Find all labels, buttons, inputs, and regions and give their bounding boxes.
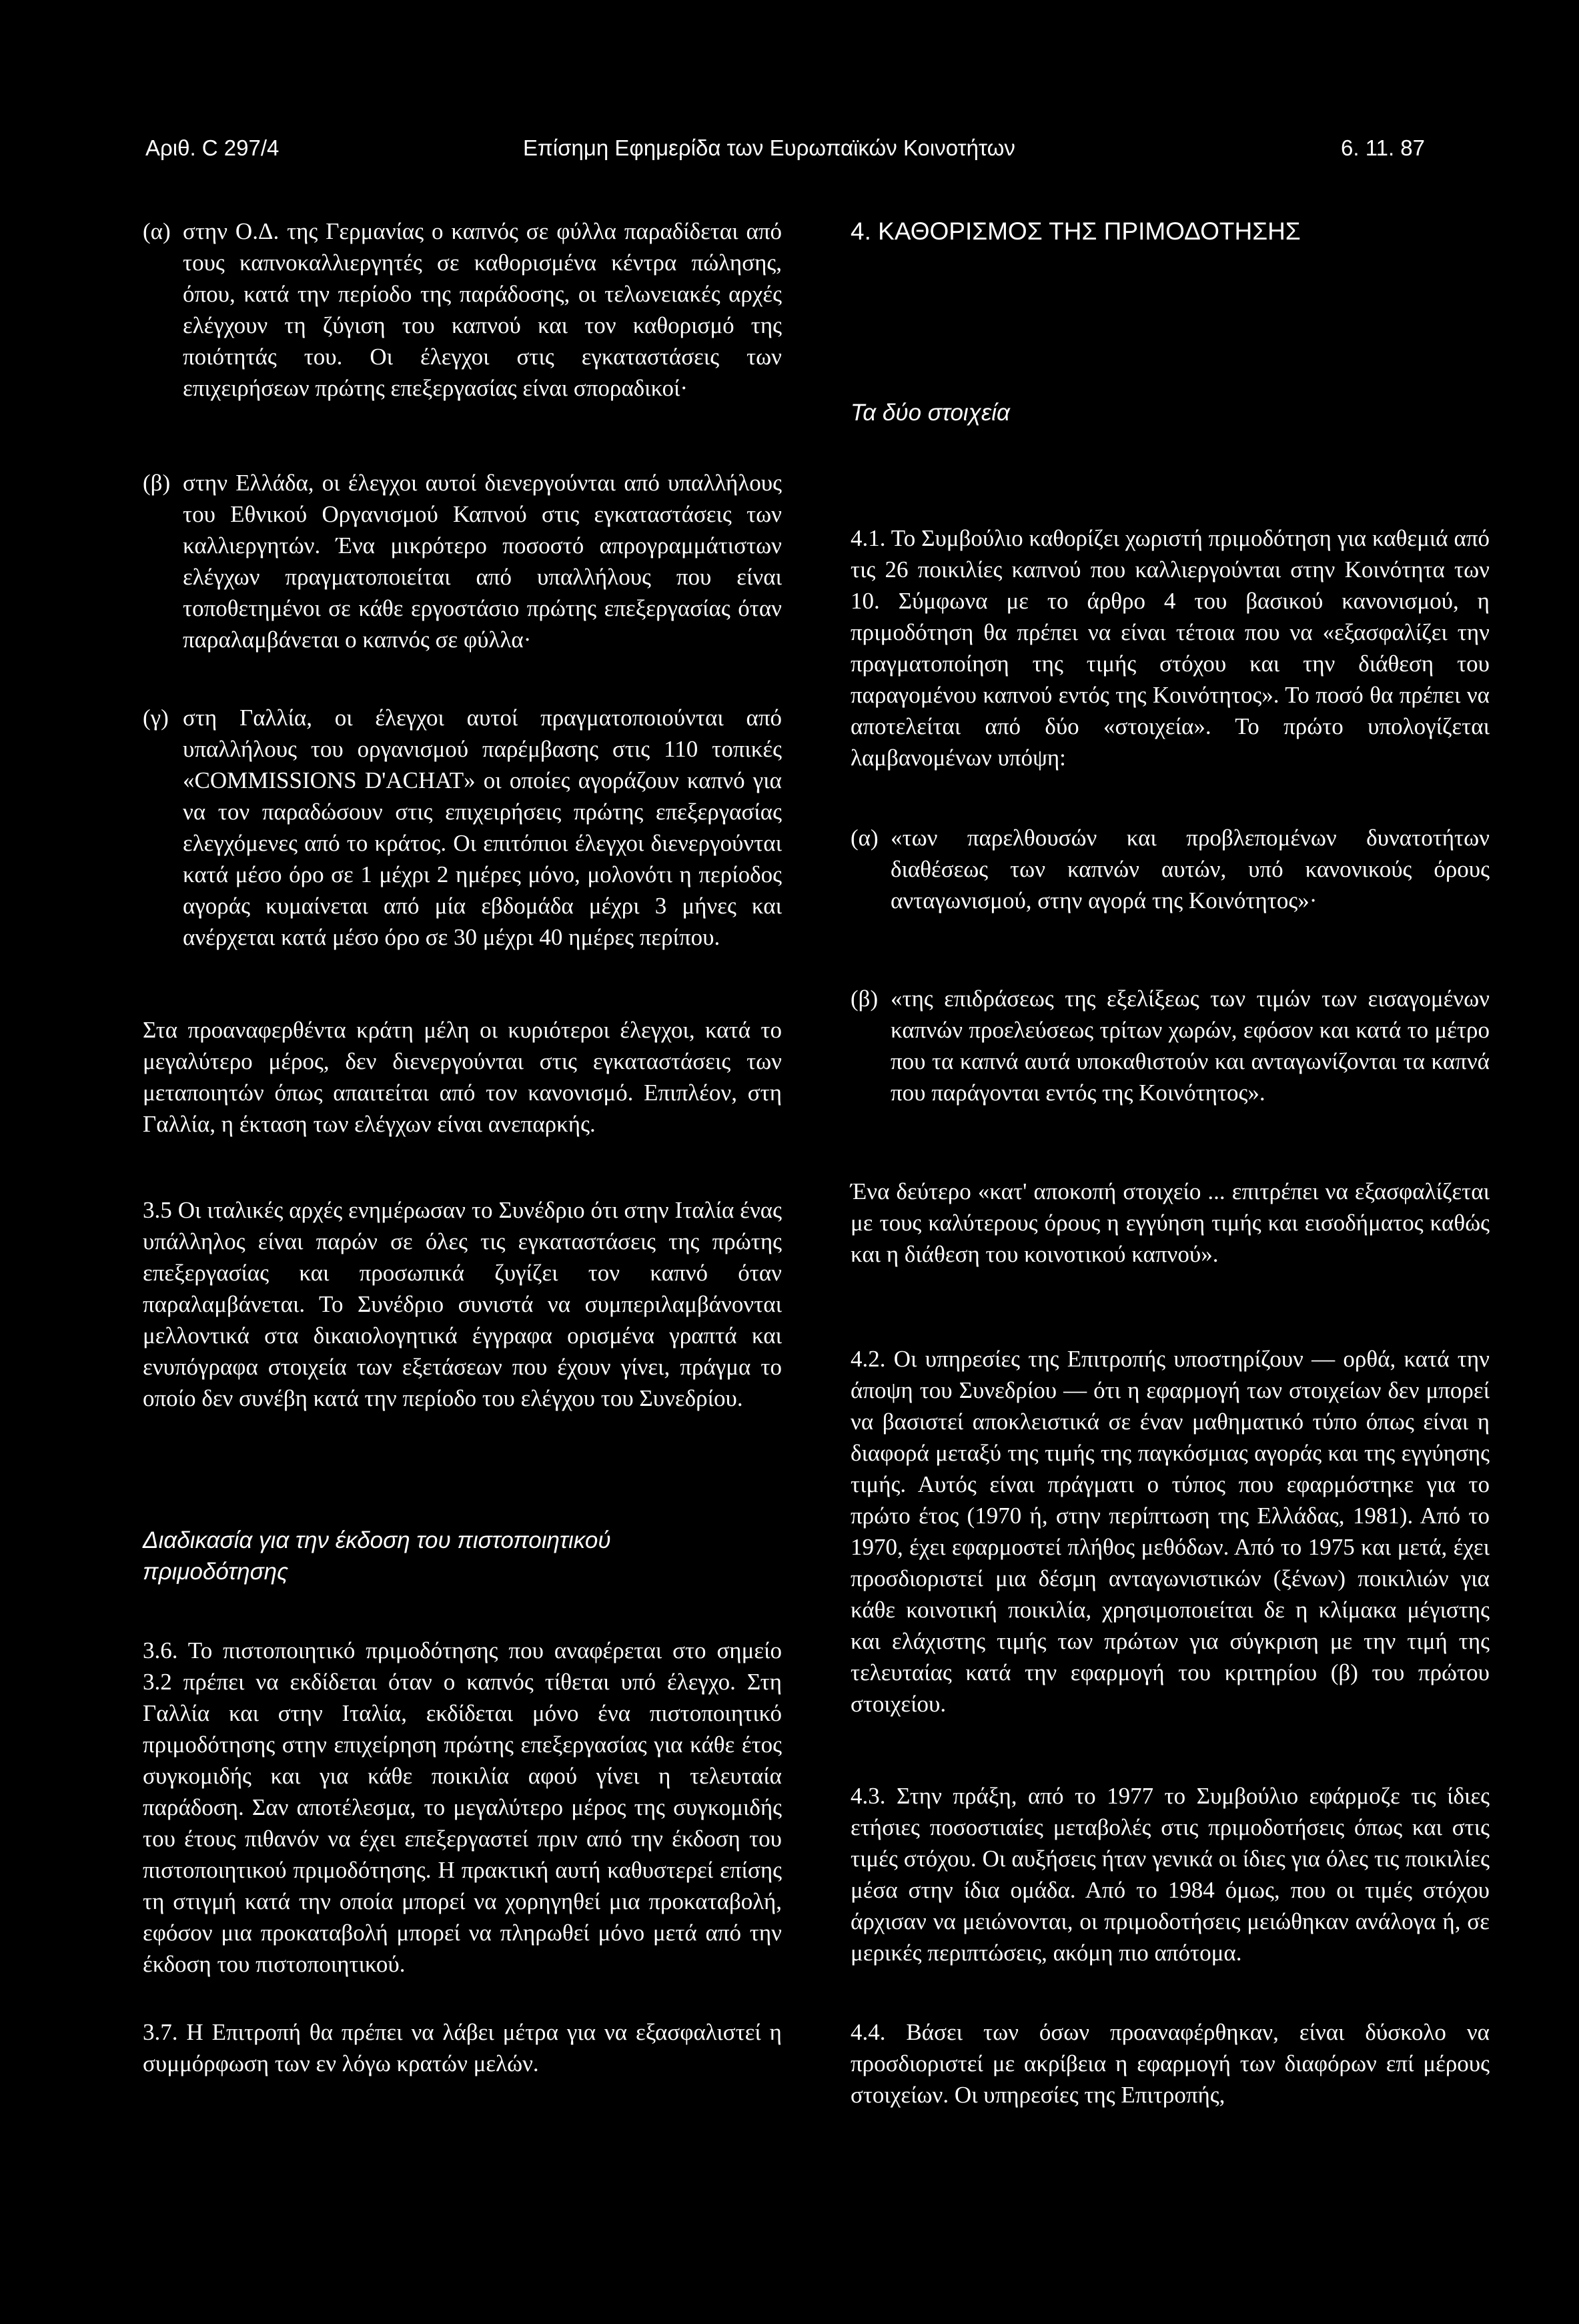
- publication-date: 6. 11. 87: [1341, 135, 1425, 160]
- right-item-b-label: (β): [851, 986, 879, 1012]
- item-c-label: (γ): [143, 705, 169, 731]
- right-item-a-label: (α): [851, 825, 879, 851]
- item-a-label: (α): [143, 218, 171, 244]
- para-3-6: 3.6. Το πιστοποιητικό πριμοδότησης που αναφέρεται στο σημείο 3.2 πρέπει να εκδίδεται όταν ο καπνός τίθεται υπό έλεγχο. Στη Γαλλία και στην Ιταλία, εκδίδεται μόνο ένα πιστοποιητικό πριμοδότησης στην επιχείρηση πρώτης επεξεργασίας για κάθε έτος συγκομιδής και για κάθε ποικιλία αφού γίνει η τελευταία παράδοση. Σαν αποτέλεσμα, το μεγαλύτερο μέρος της συγκομιδής του έτους πιθανόν να έχει επεξεργαστεί πριν από την έκδοση του πιστοποιητικού πριμοδότησης. Η πρακτική αυτή καθυστερεί επίσης τη στιγμή κατά την οποία μπορεί να χορηγηθεί μια προκαταβολή, εφόσον μια προκαταβολή μπορεί να πληρωθεί μόνο μετά από την έκδοση του πιστοποιητικού.: [143, 1637, 782, 1977]
- item-a-text: στην Ο.Δ. της Γερμανίας ο καπνός σε φύλλα παραδίδεται από τους καπνοκαλλιεργητές σε καθορισμένα κέντρα πώλησης, όπου, κατά την περίοδο της παράδοσης, οι τελωνειακές αρχές ελέγχουν τη ζύγιση του καπνού και τον καθορισμό της ποιότητάς του. Οι έλεγχοι στις εγκαταστάσεις των επιχειρήσεων πρώτης επεξεργασίας είναι σποραδικοί·: [183, 218, 782, 401]
- para-3-5: 3.5 Οι ιταλικές αρχές ενημέρωσαν το Συνέδριο ότι στην Ιταλία ένας υπάλληλος είναι παρών σε όλες τις εγκαταστάσεις της πρώτης επεξεργασίας και προσωπικά ζυγίζει τον καπνό όταν παραλαμβάνεται. Το Συνέδριο συνιστά να συμπεριλαμβάνονται μελλοντικά στα δικαιολογητικά έγγραφα ορισμένα γραπτά και ενυπόγραφα στοιχεία των εξετάσεων που έχουν γίνει, πράγμα το οποίο δεν συνέβη κατά την περίοδο του ελέγχου του Συνεδρίου.: [143, 1197, 782, 1411]
- right-item-b-text: «της επιδράσεως της εξελίξεως των τιμών των εισαγομένων καπνών προελεύσεως τρίτων χωρών, εφόσον και κατά το μέτρο που τα καπνά αυτά υποκαθιστούν και ανταγωνίζονται τα καπνά που παράγονται εντός της Κοινότητος».: [891, 986, 1490, 1106]
- para-4-4: 4.4. Βάσει των όσων προαναφέρθηκαν, είναι δύσκολο να προσδιοριστεί με ακρίβεια η εφαρμογή των διαφόρων επί μέρους στοιχείων. Οι υπηρεσίες της Επιτροπής,: [851, 2019, 1490, 2108]
- para-4-1: 4.1. Το Συμβούλιο καθορίζει χωριστή πριμοδότηση για καθεμιά από τις 26 ποικιλίες καπνού που καλλιεργούνται στην Κοινότητα των 10. Σύμφωνα με το άρθρο 4 του βασικού κανονισμού, η πριμοδότηση θα πρέπει να είναι τέτοια που να «εξασφαλίζει την πραγματοποίηση της τιμής στόχου και την διάθεση του παραγομένου καπνού εντός της Κοινότητος». Το ποσό θα πρέπει να αποτελείται από δύο «στοιχεία». Το πρώτο υπολογίζεται λαμβανομένων υπόψη:: [851, 525, 1490, 771]
- section-4-heading: 4. ΚΑΘΟΡΙΣΜΟΣ ΤΗΣ ΠΡΙΜΟΔΟΤΗΣΗΣ: [851, 218, 1301, 245]
- item-c-text: στη Γαλλία, οι έλεγχοι αυτοί πραγματοποιούνται από υπαλλήλους του οργανισμού παρέμβασης στις 110 τοπικές «COMMISSIONS D'ACHAT» οι οποίες αγοράζουν καπνό για να τον παραδώσουν στις επιχειρήσεις πρώτης επεξεργασίας ελεγχόμενες από το κράτος. Οι επιτόπιοι έλεγχοι διενεργούνται κατά μέσο όρο σε 1 μέχρι 2 ημέρες μόνο, μολονότι η περίοδος αγοράς κυμαίνεται από μία εβδομάδα μέχρι 3 μήνες και ανέρχεται κατά μέσο όρο σε 30 μέχρι 40 ημέρες περίπου.: [183, 705, 782, 950]
- para-second-element: Ένα δεύτερο «κατ' αποκοπή στοιχείο ... επιτρέπει να εξασφαλίζεται με τους καλύτερους όρους η εγγύηση τιμής και εισοδήματος καθώς και η διάθεση του κοινοτικού καπνού».: [851, 1178, 1490, 1267]
- journal-number: Αριθ. C 297/4: [145, 135, 280, 160]
- page-header: [145, 132, 1438, 165]
- certificate-procedure-heading: Διαδικασία για την έκδοση του πιστοποιητικού πριμοδότησης: [143, 1527, 611, 1585]
- para-4-2: 4.2. Οι υπηρεσίες της Επιτροπής υποστηρίζουν — ορθά, κατά την άποψη του Συνεδρίου — ότι η εφαρμογή των στοιχείων δεν μπορεί να βασιστεί αποκλειστικά σε έναν μαθηματικό τύπο όπως είναι η διαφορά μεταξύ της τιμής της παγκόσμιας αγοράς και της εγγύησης τιμής. Αυτός είναι πράγματι ο τύπος που εφαρμόστηκε για το πρώτο έτος (1970 ή, στην περίπτωση της Ελλάδας, 1981). Από το 1970, έχει εφαρμοστεί πλήθος μεθόδων. Από το 1975 και μετά, έχει προσδιοριστεί μια δέσμη ανταγωνιστικών (ξένων) ποικιλιών για κάθε κοινοτική ποικιλία, χρησιμοποιείται δε η κλίμακα μέγιστης και ελάχιστης τιμής των πρώτων για σύγκριση με την τιμή της τελευταίας κατά την εφαρμογή του κριτηρίου (β) του πρώτου στοιχείου.: [851, 1346, 1490, 1717]
- para-3-7: 3.7. Η Επιτροπή θα πρέπει να λάβει μέτρα για να εξασφαλιστεί η συμμόρφωση των εν λόγω κρατών μελών.: [143, 2019, 782, 2076]
- journal-title: Επίσημη Εφημερίδα των Ευρωπαϊκών Κοινοτήτων: [523, 135, 1015, 160]
- item-b-text: στην Ελλάδα, οι έλεγχοι αυτοί διενεργούνται από υπαλλήλους του Εθνικού Οργανισμού Καπνού στις εγκαταστάσεις των καλλιεργητών. Ένα μικρότερο ποσοστό απρογραμμάτιστων ελέγχων πραγματοποιείται από υπαλλήλους που είναι τοποθετημένοι σε κάθε εργοστάσιο πρώτης επεξεργασίας όταν παραλαμβάνεται ο καπνός σε φύλλα·: [183, 470, 782, 653]
- item-b-label: (β): [143, 470, 171, 496]
- two-elements-heading: Τα δύο στοιχεία: [851, 400, 1010, 426]
- para-member-states: Στα προαναφερθέντα κράτη μέλη οι κυριότεροι έλεγχοι, κατά το μεγαλύτερο μέρος, δεν διενεργούνται στις εγκαταστάσεις των μεταποιητών όπως απαιτείται από τον κανονισμό. Επιπλέον, στη Γαλλία, η έκταση των ελέγχων είναι ανεπαρκής.: [143, 1017, 782, 1137]
- para-4-3: 4.3. Στην πράξη, από το 1977 το Συμβούλιο εφάρμοζε τις ίδιες ετήσιες ποσοστιαίες μεταβολές στις πριμοδοτήσεις όπως και στις τιμές στόχου. Οι αυξήσεις ήταν γενικά οι ίδιες για όλες τις ποικιλίες μέσα στην ίδια ομάδα. Από το 1984 όμως, που οι τιμές στόχου άρχισαν να μειώνονται, οι πριμοδοτήσεις μειώθηκαν ανάλογα ή, σε μερικές περιπτώσεις, ακόμη πιο απότομα.: [851, 1783, 1490, 1966]
- right-item-a-text: «των παρελθουσών και προβλεπομένων δυνατοτήτων διαθέσεως των καπνών αυτών, υπό κανονικούς όρους ανταγωνισμού, στην αγορά της Κοινότητος»·: [891, 825, 1490, 913]
